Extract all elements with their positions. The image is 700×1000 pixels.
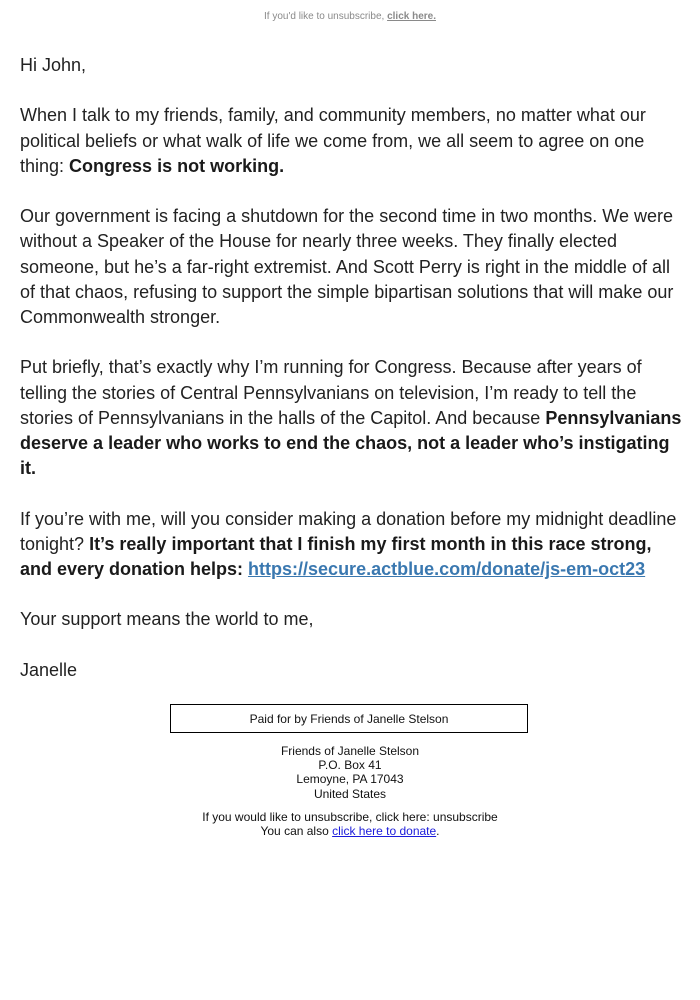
closing: Your support means the world to me, <box>20 609 314 630</box>
paragraph-4 <box>20 507 684 583</box>
paragraph-2: Our government is facing a shutdown for the second time in two months. We were without a Speaker of the House for nearly three weeks. They finally elected someone, but he’s a far-right extremist. And Scott Perry is right in the middle of all of that chaos, refusing to support the simple bipartisan solutions that will make our Commonwealth stronger. <box>20 206 674 327</box>
footer-donate-suffix: . <box>436 824 440 839</box>
mailing-address <box>0 744 700 801</box>
address-line: Friends of Janelle Stelson <box>280 744 420 758</box>
email-body <box>20 53 684 708</box>
paragraph-3 <box>20 355 684 481</box>
address-line: Lemoyne, PA 17043 <box>296 772 404 787</box>
paragraph-4-bold: It’s really important that I finish my first month in this race strong, and every donation helps: <box>20 533 652 579</box>
footer-donate-line <box>0 824 700 838</box>
footer-unsubscribe[interactable]: If you would like to unsubscribe, click here: unsubscribe <box>202 810 498 824</box>
actblue-donate-link[interactable]: https://secure.actblue.com/donate/js-em-oct23 <box>248 559 646 579</box>
top-unsubscribe-link[interactable]: click here. <box>387 11 436 22</box>
footer-donate-link[interactable]: click here to donate <box>332 824 437 839</box>
signature: Janelle <box>20 659 78 680</box>
greeting: Hi John, <box>20 55 87 75</box>
top-unsubscribe-bar <box>0 11 700 22</box>
paragraph-1-bold: Congress is not working. <box>69 155 285 176</box>
address-line: United States <box>313 786 387 801</box>
address-line: P.O. Box 41 <box>318 758 382 773</box>
paid-for-text: Paid for by Friends of Janelle Stelson <box>249 711 449 726</box>
paragraph-3-text: Put briefly, that’s exactly why I’m running for Congress. Because after years of telling the stories of Central Pennsylvanians on television, I’m ready to tell the stories of Pennsylvanians in the halls of the Capitol. And because <box>20 357 642 428</box>
top-unsubscribe-text: If you'd like to unsubscribe, <box>263 11 388 22</box>
footer-links <box>0 810 700 838</box>
paragraph-4-text: If you’re with me, will you consider making a donation before my midnight deadline tonight? <box>20 508 677 554</box>
paid-for-disclaimer <box>170 704 528 733</box>
paragraph-3-bold: Pennsylvanians deserve a leader who works to end the chaos, not a leader who’s instigating it. <box>20 407 682 479</box>
paragraph-1-text: When I talk to my friends, family, and community members, no matter what our political beliefs or what walk of life we come from, we all seem to agree on one thing: <box>20 105 646 176</box>
footer-donate-prefix: You can also <box>260 824 333 839</box>
paragraph-1 <box>20 103 684 179</box>
